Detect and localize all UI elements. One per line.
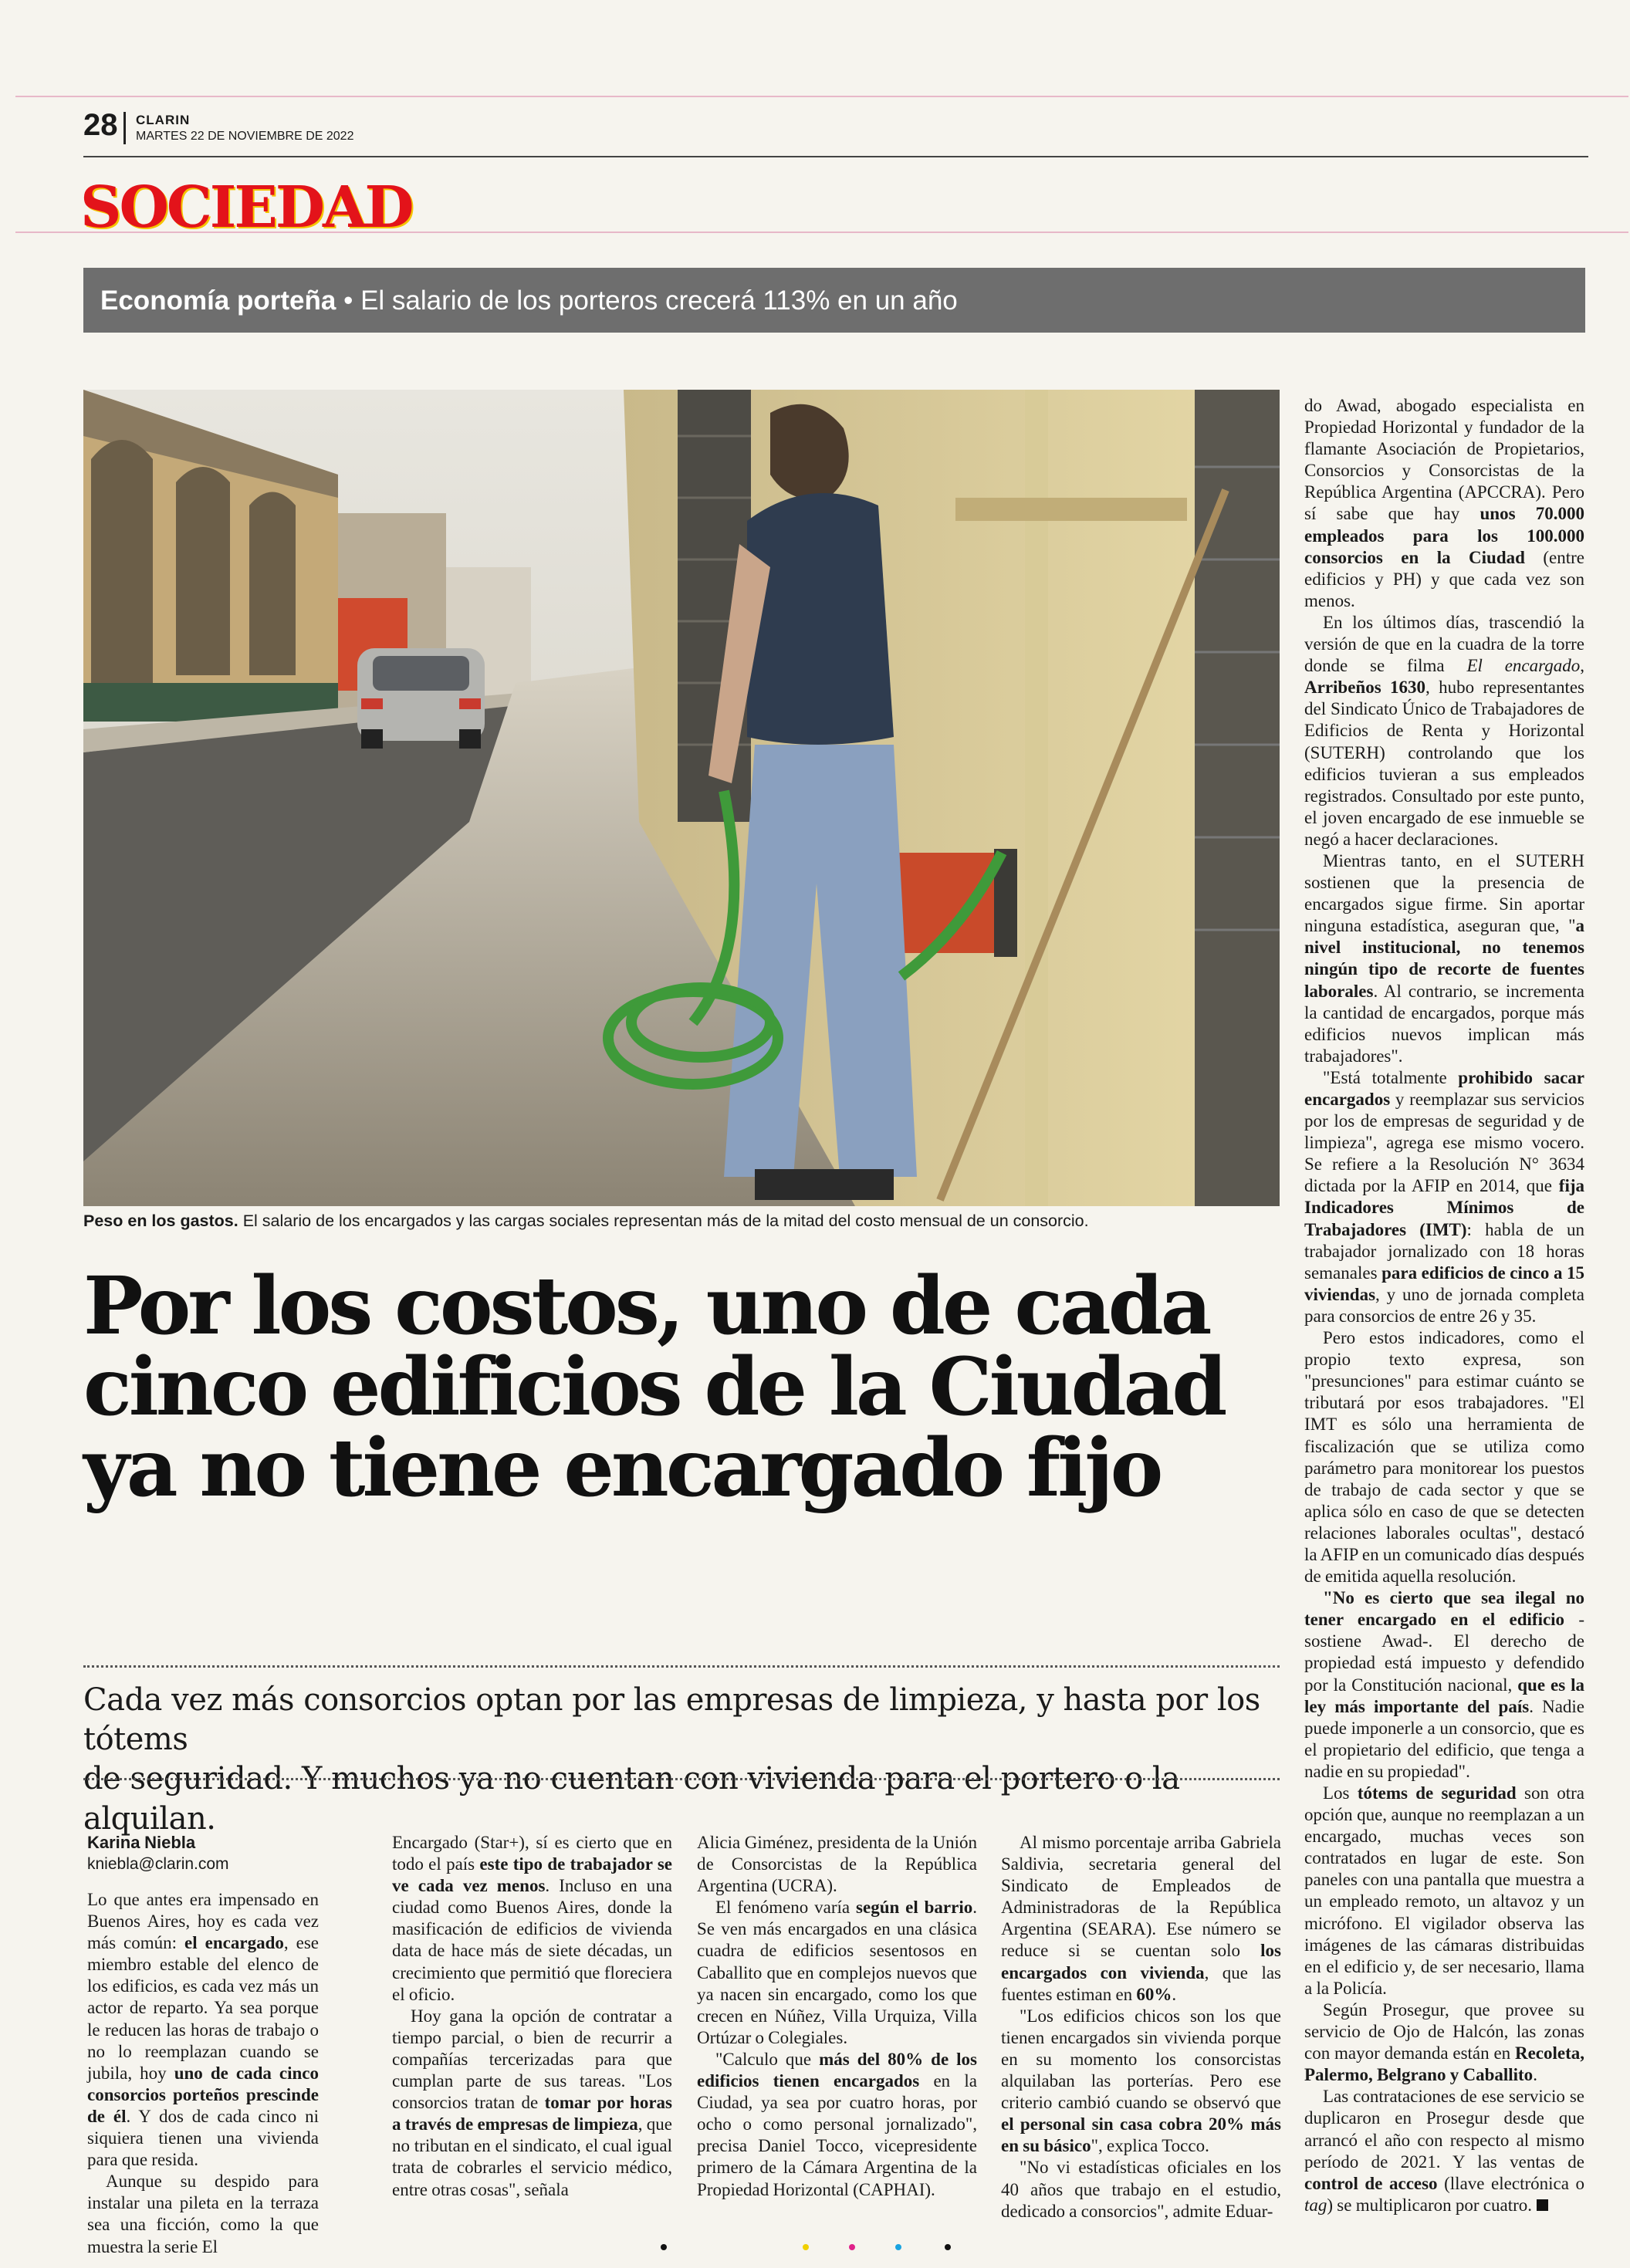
registration-mark bbox=[803, 2244, 809, 2250]
registration-mark bbox=[661, 2244, 667, 2250]
deck bbox=[83, 1681, 1287, 1839]
end-mark bbox=[1537, 2199, 1548, 2211]
paragraph: Aunque su despido para instalar una pileta en la terraza sea una ficción, como la que muestra la serie El bbox=[87, 2172, 319, 2256]
paragraph: "Los edificios chicos son los que tienen encargados sin vivienda porque en su momento los consorcistas alquilaban las porterías. Pero ese criterio cambió cuando se observó que el personal sin casa cobra 20% más en su básico", explica Tocco. bbox=[1001, 2006, 1281, 2156]
newspaper-name: CLARIN bbox=[136, 113, 191, 127]
registration-mark bbox=[895, 2244, 901, 2250]
paragraph: "No es cierto que sea ilegal no tener encargado en el edificio -sostiene Awad-. El derecho de propiedad está impuesto y defendido por la Constitución nacional, que es la ley más importante del país. Nadie puede imponerle a un consorcio, que es el propietario del edificio, que tenga a nadie en su propiedad". bbox=[1304, 1588, 1584, 1781]
paragraph: Los tótems de seguridad son otra opción que, aunque no reemplazan a un encargado, muchas veces son contratados en lugar de este. Son paneles con una pantalla que muestra a un empleado remoto, un altavoz y un micrófono. El vigilador observa las imágenes de las cámaras distribuidas en el edificio y, de ser necesario, llama a la Policía. bbox=[1304, 1783, 1584, 1998]
paragraph: Hoy gana la opción de contratar a tiempo parcial, o bien de recurrir a compañías tercerizadas para que cumplan parte de sus tareas. "Los consorcios tratan de tomar por horas a través de empresas de limpieza, que no tributan en el sindicato, el cual igual trata de cobrarles el servicio médico, entre otras cosas", señala bbox=[392, 2006, 672, 2199]
headline bbox=[83, 1259, 1287, 1516]
caption-lead: Peso en los gastos. bbox=[83, 1212, 238, 1230]
paragraph: Lo que antes era impensado en Buenos Aires, hoy es cada vez más común: el encargado, ese miembro estable del elenco de los edificios, es cada vez más un actor de reparto. Ya sea porque le reducen las horas de trabajo o no lo reemplazan cuando se jubila, hoy uno de cada cinco consorcios porteños prescinde de él. Y dos de cada cinco ni siquiera tienen una vivienda para que resida. bbox=[87, 1890, 319, 2170]
headline-line: cinco edificios de la Ciudad bbox=[83, 1340, 1225, 1435]
paragraph: Mientras tanto, en el SUTERH sostienen que la presencia de encargados sigue firme. Sin aportar ninguna estadística, aseguran que, "a nivel institucional, no tenemos ningún tipo de recorte de fuentes laborales. Al contrario, se incrementa la cantidad de encargados, porque más edificios nuevos implican más trabajadores". bbox=[1304, 850, 1584, 1066]
paragraph: "Está totalmente prohibido sacar encargados y reemplazar sus servicios por los de empresas de seguridad y de limpieza", agrega ese mismo vocero. Se refiere a la Resolución N° 3634 dictada por la AFIP en 2014, que fija Indicadores Mínimos de Trabajadores (IMT): habla de un trabajador jornalizado con 18 horas semanales para edificios de cinco a 15 viviendas, y uno de jornada completa para consorcios de entre 26 y 35. bbox=[1304, 1067, 1585, 1326]
headline-line: Por los costos, uno de cada bbox=[83, 1259, 1209, 1353]
paragraph: Encargado (Star+), sí es cierto que en todo el país este tipo de trabajador se ve cada vez menos. Incluso en una ciudad como Buenos Aires, donde la masificación de edificios de vivienda data de hace más de siete décadas, un crecimiento que permitió que floreciera el oficio. bbox=[392, 1833, 672, 2004]
column-3 bbox=[697, 1832, 977, 2201]
paragraph: do Awad, abogado especialista en Propiedad Horizontal y fundador de la flamante Asociación de Propietarios, Consorcios y Consorcistas de la República Argentina (APCCRA). Pero sí sabe que hay unos 70.000 empleados para los 100.000 consorcios en la Ciudad (entre edificios y PH) y que cada vez son menos. bbox=[1304, 396, 1584, 610]
kicker-text: El salario de los porteros crecerá 113% en un año bbox=[360, 286, 958, 316]
section-title: SOCIEDAD bbox=[80, 174, 412, 241]
paragraph: "Calculo que más del 80% de los edificios tienen encargados en la Ciudad, ya sea por cuatro horas, por ocho o como personal jornalizado", precisa Daniel Tocco, vicepresidente primero de la Cámara Argentina de la Propiedad Horizontal (CAPHAI). bbox=[697, 2049, 978, 2199]
byline-email: kniebla@clarin.com bbox=[87, 1855, 229, 1873]
kicker-label: Economía porteña bbox=[100, 286, 336, 316]
headline-line: ya no tiene encargado fijo bbox=[83, 1421, 1161, 1516]
paragraph: Según Prosegur, que provee su servicio de Ojo de Halcón, las zonas con mayor demanda están en Recoleta, Palermo, Belgrano y Caballito. bbox=[1304, 1999, 1584, 2085]
paragraph: "No vi estadísticas oficiales en los 40 años que trabajo en el estudio, dedicado a consorcios", admite Eduar- bbox=[1001, 2158, 1281, 2221]
column-4 bbox=[1001, 1832, 1281, 2222]
paragraph: Pero estos indicadores, como el propio texto expresa, son "presunciones" para estimar cuánto se tributará por esos trabajadores. "El IMT es sólo una herramienta de fiscalización que se utiliza como parámetro para monitorear los puestos de trabajo de cada sector y que se aplica sólo en caso de que se detecten relaciones laborales ocultas", destacó la AFIP en un comunicado días después de emitida aquella resolución. bbox=[1304, 1328, 1584, 1587]
registration-mark bbox=[849, 2244, 855, 2250]
page-number: 28 bbox=[83, 108, 118, 142]
kicker bbox=[100, 286, 958, 316]
dek-top-rule bbox=[83, 1665, 1280, 1668]
column-5 bbox=[1304, 395, 1584, 2216]
scan-line bbox=[15, 96, 1628, 97]
column-1 bbox=[87, 1832, 319, 2258]
header-rule bbox=[83, 156, 1588, 157]
paragraph: El fenómeno varía según el barrio. Se ven más encargados en una clásica cuadra de edificios sesentosos en Caballito que en complejos nuevos que ya nacen sin encargado, como los que crecen en Núñez, Villa Urquiza, Villa Ortúzar o Colegiales. bbox=[697, 1898, 977, 2047]
lead-photo bbox=[83, 390, 1280, 1206]
registration-mark bbox=[945, 2244, 951, 2250]
photo-caption bbox=[83, 1212, 1280, 1231]
paragraph: Al mismo porcentaje arriba Gabriela Saldivia, secretaria general del Sindicato de Empleados de Administradoras de la República Argentina (SEARA). Ese número se reduce si se cuentan solo los encargados con vivienda, que las fuentes estiman en 60%. bbox=[1001, 1833, 1281, 2004]
paragraph: En los últimos días, trascendió la versión de que en la cuadra de la torre donde se filma El encargado, Arribeños 1630, hubo representantes del Sindicato Único de Trabajadores de Edificios de Renta y Horizontal (SUTERH) controlando que los edificios tuvieran a sus empleados registrados. Consultado por este punto, el joven encargado de ese inmueble se negó a hacer declaraciones. bbox=[1304, 612, 1584, 849]
paragraph: Las contrataciones de ese servicio se duplicaron en Prosegur desde que arrancó el año con respecto al mismo período de 2021. Y las ventas de control de acceso (llave electrónica o tag) se multiplicaron por cuatro. bbox=[1304, 2087, 1584, 2215]
photo-illustration bbox=[83, 390, 1280, 1206]
kicker-separator: • bbox=[343, 286, 353, 316]
paragraph: Alicia Giménez, presidenta de la Unión de Consorcistas de la República Argentina (UCRA). bbox=[697, 1833, 977, 1896]
caption-text: El salario de los encargados y las cargas sociales representan más de la mitad del costo mensual de un consorcio. bbox=[242, 1212, 1089, 1230]
column-2 bbox=[392, 1832, 672, 2201]
byline-author: Karina Niebla bbox=[87, 1833, 196, 1852]
deck-line: de seguridad. Y muchos ya no cuentan con vivienda para el portero o la alquilan. bbox=[83, 1761, 1180, 1837]
deck-line: Cada vez más consorcios optan por las empresas de limpieza, y hasta por los tótems bbox=[83, 1682, 1260, 1758]
issue-date: MARTES 22 DE NOVIEMBRE DE 2022 bbox=[136, 130, 354, 143]
folio-separator bbox=[123, 112, 126, 144]
dek-bottom-rule bbox=[83, 1778, 1280, 1780]
